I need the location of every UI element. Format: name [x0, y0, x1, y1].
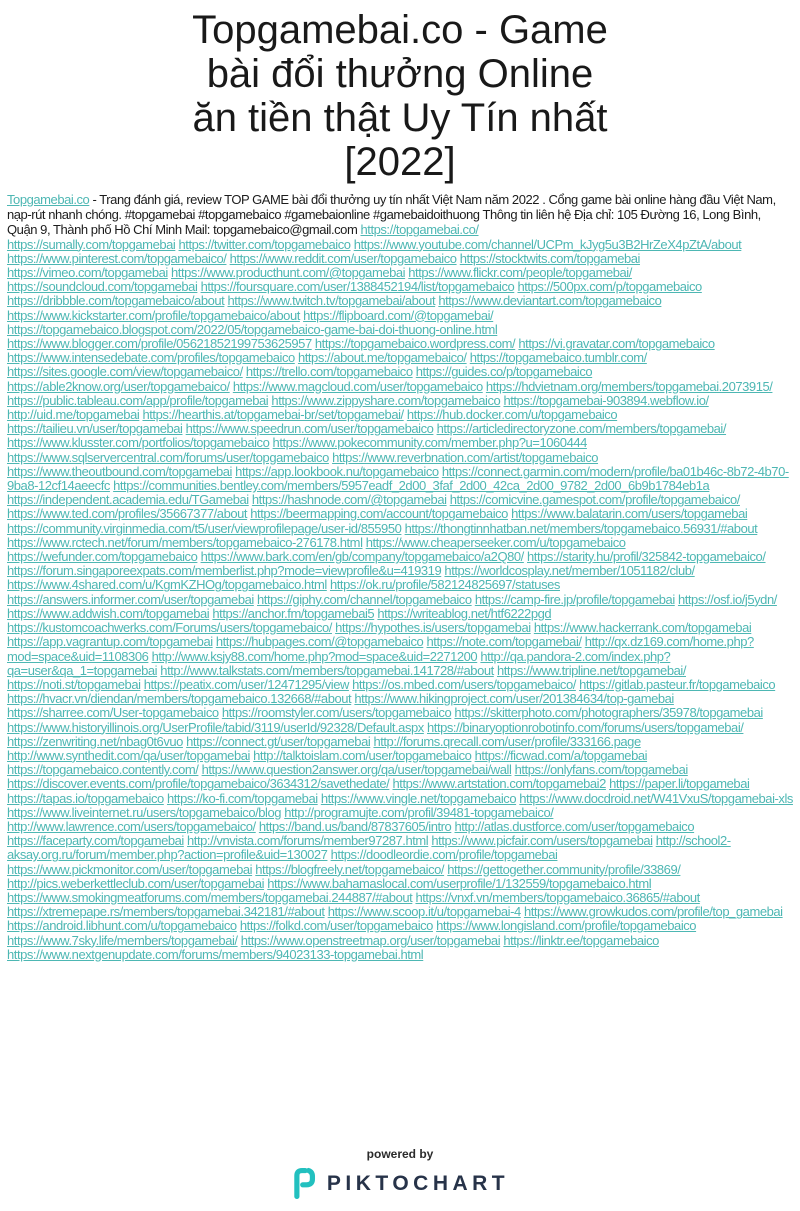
profile-link[interactable]: https://kustomcoachwerks.com/Forums/users/topgamebaico/: [7, 620, 332, 636]
profile-link[interactable]: https://hashnode.com/@topgamebai: [251, 492, 447, 508]
profile-link[interactable]: https://www.7sky.life/members/topgamebai/: [7, 932, 238, 948]
profile-link[interactable]: https://trello.com/topgamebaico: [245, 364, 413, 380]
profile-link[interactable]: https://os.mbed.com/users/topgamebaico/: [352, 676, 576, 692]
profile-link[interactable]: https://topgamebaico.contently.com/: [7, 762, 199, 778]
profile-link[interactable]: https://foursquare.com/user/1388452194/list/topgamebaico: [200, 279, 515, 295]
profile-link[interactable]: https://www.artstation.com/topgamebai2: [392, 776, 606, 792]
profile-link[interactable]: https://500px.com/p/topgamebaico: [517, 279, 702, 295]
profile-link[interactable]: https://www.deviantart.com/topgamebaico: [438, 293, 662, 309]
profile-link[interactable]: https://www.magcloud.com/user/topgamebaico: [232, 378, 483, 394]
profile-link[interactable]: https://www.cheaperseeker.com/u/topgamebaico: [365, 534, 626, 550]
profile-link[interactable]: https://www.scoop.it/u/topgamebai-4: [327, 904, 521, 920]
profile-link[interactable]: https://starity.hu/profil/325842-topgamebaico/: [527, 549, 766, 565]
profile-link[interactable]: https://topgamebaico.blogspot.com/2022/05/topgamebaico-game-bai-doi-thuong-online.html: [7, 321, 498, 337]
profile-link[interactable]: https://independent.academia.edu/TGamebai: [7, 492, 249, 508]
profile-link[interactable]: https://www.addwish.com/topgamebai: [7, 605, 210, 621]
profile-link[interactable]: https://paper.li/topgamebai: [609, 776, 750, 792]
profile-link[interactable]: https://www.sqlservercentral.com/forums/user/topgamebaico: [7, 449, 329, 465]
profile-link[interactable]: https://www.4shared.com/u/KgmKZHOg/topgamebaico.html: [7, 577, 327, 593]
profile-link[interactable]: https://stocktwits.com/topgamebai: [459, 250, 640, 266]
profile-link[interactable]: https://www.hikingproject.com/user/201384634/top-gamebai: [354, 691, 674, 707]
profile-link[interactable]: https://faceparty.com/topgamebai: [7, 833, 184, 849]
profile-link[interactable]: https://www.reddit.com/user/topgamebaico: [229, 250, 457, 266]
profile-link[interactable]: https://thongtinnhatban.net/members/topgamebaico.56931/#about: [404, 520, 758, 536]
profile-link[interactable]: https://camp-fire.jp/profile/topgamebai: [474, 591, 675, 607]
profile-link[interactable]: https://www.docdroid.net/W41VxuS/topgamebai-xls: [519, 790, 793, 806]
profile-link[interactable]: https://app.lookbook.nu/topgamebaico: [235, 463, 439, 479]
profile-link[interactable]: http://www.lawrence.com/users/topgamebaico/: [7, 818, 256, 834]
profile-link[interactable]: https://www.historyillinois.org/UserProfile/tabid/3119/userId/92328/Default.aspx: [7, 719, 424, 735]
profile-link[interactable]: https://ficwad.com/a/topgamebai: [474, 747, 648, 763]
profile-link[interactable]: http://www.ksjy88.com/home.php?mod=space&uid=2271200: [151, 648, 478, 664]
profile-link[interactable]: https://hvacr.vn/diendan/members/topgamebaico.132668/#about: [7, 691, 352, 707]
profile-link[interactable]: http://forums.qrecall.com/user/profile/333166.page: [373, 733, 641, 749]
profile-link[interactable]: https://www.tripline.net/topgamebai/: [496, 662, 686, 678]
profile-link[interactable]: https://doodleordie.com/profile/topgamebai: [330, 847, 558, 863]
intro-trailing-link[interactable]: https://topgamebai.co/: [360, 222, 479, 238]
intro-paragraph: [7, 192, 793, 238]
profile-link[interactable]: https://www.rctech.net/forum/members/topgamebaico-276178.html: [7, 534, 363, 550]
profile-link[interactable]: https://peatix.com/user/12471295/view: [143, 676, 349, 692]
page-title-line: Topgamebai.co - Game: [192, 8, 608, 52]
profile-link[interactable]: http://talktoislam.com/user/topgamebaico: [253, 747, 472, 763]
profile-link[interactable]: http://programujte.com/profil/39481-topgamebaico/: [284, 804, 554, 820]
profile-link[interactable]: https://hubpages.com/@topgamebaico: [215, 634, 424, 650]
profile-link[interactable]: https://dribbble.com/topgamebaico/about: [7, 293, 225, 309]
profile-link[interactable]: https://linktr.ee/topgamebaico: [503, 932, 659, 948]
profile-link[interactable]: https://xtremepape.rs/members/topgamebai.342181/#about: [7, 904, 325, 920]
profile-link[interactable]: https://answers.informer.com/user/topgamebai: [7, 591, 254, 607]
profile-link[interactable]: https://www.speedrun.com/user/topgamebaico: [185, 421, 434, 437]
profile-link[interactable]: http://www.synthedit.com/qa/user/topgamebai: [7, 747, 250, 763]
profile-link[interactable]: https://onlyfans.com/topgamebai: [514, 762, 688, 778]
piktochart-logo[interactable]: [7, 1166, 793, 1201]
profile-link[interactable]: https://www.longisland.com/profile/topgamebaico: [436, 918, 697, 934]
profile-link[interactable]: https://topgamebai-903894.webflow.io/: [503, 392, 709, 408]
profile-link[interactable]: https://www.kickstarter.com/profile/topgamebaico/about: [7, 307, 300, 323]
page-title-line: [2022]: [344, 140, 456, 184]
profile-link[interactable]: https://beermapping.com/account/topgamebaico: [250, 506, 508, 522]
profile-link[interactable]: https://roomstyler.com/users/topgamebaico: [221, 705, 452, 721]
profile-link[interactable]: https://www.smokingmeatforums.com/members/topgamebai.244887/#about: [7, 889, 413, 905]
profile-link[interactable]: https://blogfreely.net/topgamebaico/: [255, 861, 445, 877]
profile-link[interactable]: https://www.pinterest.com/topgamebaico/: [7, 250, 227, 266]
profile-link[interactable]: http://school2-aksay.org.ru/forum/member.php?action=profile&uid=130027: [7, 833, 731, 863]
profile-link[interactable]: https://ko-fi.com/topgamebai: [166, 790, 318, 806]
profile-link[interactable]: https://guides.co/p/topgamebaico: [415, 364, 593, 380]
profile-link[interactable]: http://qa.pandora-2.com/index.php?qa=user&qa_1=topgamebai: [7, 648, 671, 678]
profile-link[interactable]: https://www.balatarin.com/users/topgamebai: [511, 506, 748, 522]
page-title-line: ăn tiền thật Uy Tín nhất: [192, 96, 608, 140]
profile-link[interactable]: https://anchor.fm/topgamebai5: [212, 605, 375, 621]
profile-link[interactable]: https://www.pokecommunity.com/member.php?u=1060444: [272, 435, 587, 451]
profile-link[interactable]: https://sumally.com/topgamebai: [7, 237, 176, 252]
profile-link[interactable]: http://qx.dz169.com/home.php?mod=space&uid=1108306: [7, 634, 754, 664]
profile-link[interactable]: https://vnxf.vn/members/topgamebaico.36865/#about: [415, 889, 700, 905]
profile-link[interactable]: https://www.theoutbound.com/topgamebai: [7, 463, 232, 479]
profile-link[interactable]: https://android.libhunt.com/u/topgamebaico: [7, 918, 237, 934]
profile-link[interactable]: https://writeablog.net/htf6222pgd: [377, 605, 552, 621]
profile-link[interactable]: https://app.vagrantup.com/topgamebai: [7, 634, 213, 650]
profile-link[interactable]: https://ok.ru/profile/582124825697/statuses: [329, 577, 560, 593]
profile-link[interactable]: https://forum.singaporeexpats.com/memberlist.php?mode=viewprofile&u=419319: [7, 563, 442, 579]
profile-link[interactable]: https://www.intensedebate.com/profiles/topgamebaico: [7, 350, 295, 366]
profile-link[interactable]: https://www.bark.com/en/gb/company/topgamebaico/a2Q80/: [200, 549, 524, 565]
profile-link[interactable]: https://vi.gravatar.com/topgamebaico: [518, 336, 715, 352]
profile-link[interactable]: https://www.flickr.com/people/topgamebai/: [408, 265, 632, 281]
profile-links-list: [7, 238, 793, 962]
profile-link[interactable]: https://connect.garmin.com/modern/profile/ba01b46c-8b72-4b70-9ba8-12cf14aeecfc: [7, 463, 789, 494]
profile-link[interactable]: http://vnvista.com/forums/member97287.html: [187, 833, 429, 849]
profile-link[interactable]: https://sites.google.com/view/topgamebaico/: [7, 364, 243, 380]
profile-link[interactable]: https://www.zippyshare.com/topgamebaico: [271, 392, 501, 408]
profile-link[interactable]: https://www.question2answer.org/qa/user/topgamebai/wall: [201, 762, 512, 778]
intro-lead-link[interactable]: Topgamebai.co: [7, 192, 90, 207]
profile-link[interactable]: https://sharree.com/User-topgamebaico: [7, 705, 219, 721]
piktochart-logo-icon: [291, 1166, 317, 1201]
profile-link[interactable]: https://worldcosplay.net/member/1051182/club/: [444, 563, 695, 579]
profile-link[interactable]: http://atlas.dustforce.com/user/topgamebaico: [454, 818, 695, 834]
profile-link[interactable]: https://www.youtube.com/channel/UCPm_kJyg5u3B2HrZeX4pZtA/about: [353, 237, 742, 252]
profile-link[interactable]: https://www.hackerrank.com/topgamebai: [533, 620, 752, 636]
profile-link[interactable]: https://communities.bentley.com/members/5957eadf_2d00_3faf_2d00_42ca_2d00_9782_2d00_6b9b1784eb1a: [113, 478, 710, 494]
profile-link[interactable]: https://hypothes.is/users/topgamebai: [335, 620, 531, 636]
profile-link[interactable]: http://www.talkstats.com/members/topgamebai.141728/#about: [160, 662, 494, 678]
powered-by-label: powered by: [366, 1147, 434, 1161]
profile-link[interactable]: https://band.us/band/87837605/intro: [258, 818, 452, 834]
profile-link[interactable]: https://tapas.io/topgamebaico: [7, 790, 164, 806]
profile-link[interactable]: https://gitlab.pasteur.fr/topgamebaico: [579, 676, 776, 692]
intro-text: - Trang đánh giá, review TOP GAME bài đổi thưởng uy tín nhất Việt Nam năm 2022 . Cổng game bài online hàng đầu Việt Nam, nạp-rút nhanh chóng. #topgamebai #topgamebaico #gamebaionline #gamebaidoithuong Thông tin liên hệ Địa chỉ: 105 Đường 16, Long Bình, Quận 9, Thành phố Hồ Chí Minh Mail: topgamebaico@gmail.com: [7, 192, 776, 238]
profile-link[interactable]: https://vimeo.com/topgamebai: [7, 265, 168, 281]
profile-link[interactable]: https://zenwriting.net/nbag0t6vuo: [7, 733, 183, 749]
profile-link[interactable]: https://hub.docker.com/u/topgamebaico: [406, 407, 618, 423]
profile-link[interactable]: https://about.me/topgamebaico/: [297, 350, 467, 366]
profile-link[interactable]: https://www.bahamaslocal.com/userprofile/1/132559/topgamebaico.html: [267, 875, 652, 891]
profile-link[interactable]: http://uid.me/topgamebai: [7, 407, 140, 423]
profile-link[interactable]: https://www.pickmonitor.com/user/topgamebai: [7, 861, 253, 877]
profile-link[interactable]: https://giphy.com/channel/topgamebaico: [257, 591, 472, 607]
profile-link[interactable]: https://www.nextgenupdate.com/forums/members/94023133-topgamebai.html: [7, 946, 424, 962]
page-title: [192, 8, 608, 184]
profile-link[interactable]: https://topgamebaico.tumblr.com/: [469, 350, 647, 366]
profile-link[interactable]: https://note.com/topgamebai/: [426, 634, 582, 650]
profile-link[interactable]: https://noti.st/topgamebai: [7, 676, 141, 692]
profile-link[interactable]: https://www.reverbnation.com/artist/topgamebaico: [332, 449, 599, 465]
piktochart-wordmark: PIKTOCHART: [326, 1171, 510, 1195]
profile-link[interactable]: https://hearthis.at/topgamebai-br/set/topgamebai/: [142, 407, 404, 423]
profile-link[interactable]: https://www.openstreetmap.org/user/topgamebai: [240, 932, 501, 948]
profile-link[interactable]: https://skitterphoto.com/photographers/35978/topgamebai: [454, 705, 763, 721]
profile-link[interactable]: https://www.twitch.tv/topgamebai/about: [227, 293, 436, 309]
profile-link[interactable]: https://folkd.com/user/topgamebaico: [239, 918, 433, 934]
profile-link[interactable]: https://www.picfair.com/users/topgamebai: [431, 833, 653, 849]
profile-link[interactable]: https://www.klusster.com/portfolios/topgamebaico: [7, 435, 270, 451]
profile-link[interactable]: https://www.blogger.com/profile/05621852199753625957: [7, 336, 312, 352]
profile-link[interactable]: https://www.vingle.net/topgamebaico: [320, 790, 517, 806]
profile-link[interactable]: https://soundcloud.com/topgamebai: [7, 279, 198, 295]
profile-link[interactable]: https://comicvine.gamespot.com/profile/topgamebaico/: [449, 492, 740, 508]
profile-link[interactable]: https://www.liveinternet.ru/users/topgamebaico/blog: [7, 804, 282, 820]
profile-link[interactable]: https://gettogether.community/profile/33869/: [447, 861, 681, 877]
profile-link[interactable]: https://community.virginmedia.com/t5/user/viewprofilepage/user-id/855950: [7, 520, 402, 536]
profile-link[interactable]: https://connect.gt/user/topgamebai: [186, 733, 371, 749]
profile-link[interactable]: https://topgamebaico.wordpress.com/: [314, 336, 516, 352]
profile-link[interactable]: https://tailieu.vn/user/topgamebai: [7, 421, 183, 437]
profile-link[interactable]: https://www.growkudos.com/profile/top_gamebai: [523, 904, 783, 920]
profile-link[interactable]: https://hdvietnam.org/members/topgamebai.2073915/: [485, 378, 773, 394]
profile-link[interactable]: https://binaryoptionrobotinfo.com/forums/users/topgamebai/: [427, 719, 744, 735]
footer: [7, 1147, 793, 1201]
profile-link[interactable]: https://twitter.com/topgamebaico: [178, 237, 351, 252]
profile-link[interactable]: https://osf.io/j5ydn/: [677, 591, 777, 607]
profile-link[interactable]: https://public.tableau.com/app/profile/topgamebai: [7, 392, 269, 408]
page-title-line: bài đổi thưởng Online: [206, 52, 594, 96]
profile-link[interactable]: http://pics.weberkettleclub.com/user/topgamebai: [7, 875, 265, 891]
profile-link[interactable]: https://discover.events.com/profile/topgamebaico/3634312/savethedate/: [7, 776, 390, 792]
profile-link[interactable]: https://www.producthunt.com/@topgamebai: [171, 265, 406, 281]
profile-link[interactable]: https://www.ted.com/profiles/35667377/about: [7, 506, 248, 522]
profile-link[interactable]: https://flipboard.com/@topgamebai/: [303, 307, 494, 323]
profile-link[interactable]: https://able2know.org/user/topgamebaico/: [7, 378, 230, 394]
profile-link[interactable]: https://articledirectoryzone.com/members/topgamebai/: [436, 421, 727, 437]
profile-link[interactable]: https://wefunder.com/topgamebaico: [7, 549, 198, 565]
